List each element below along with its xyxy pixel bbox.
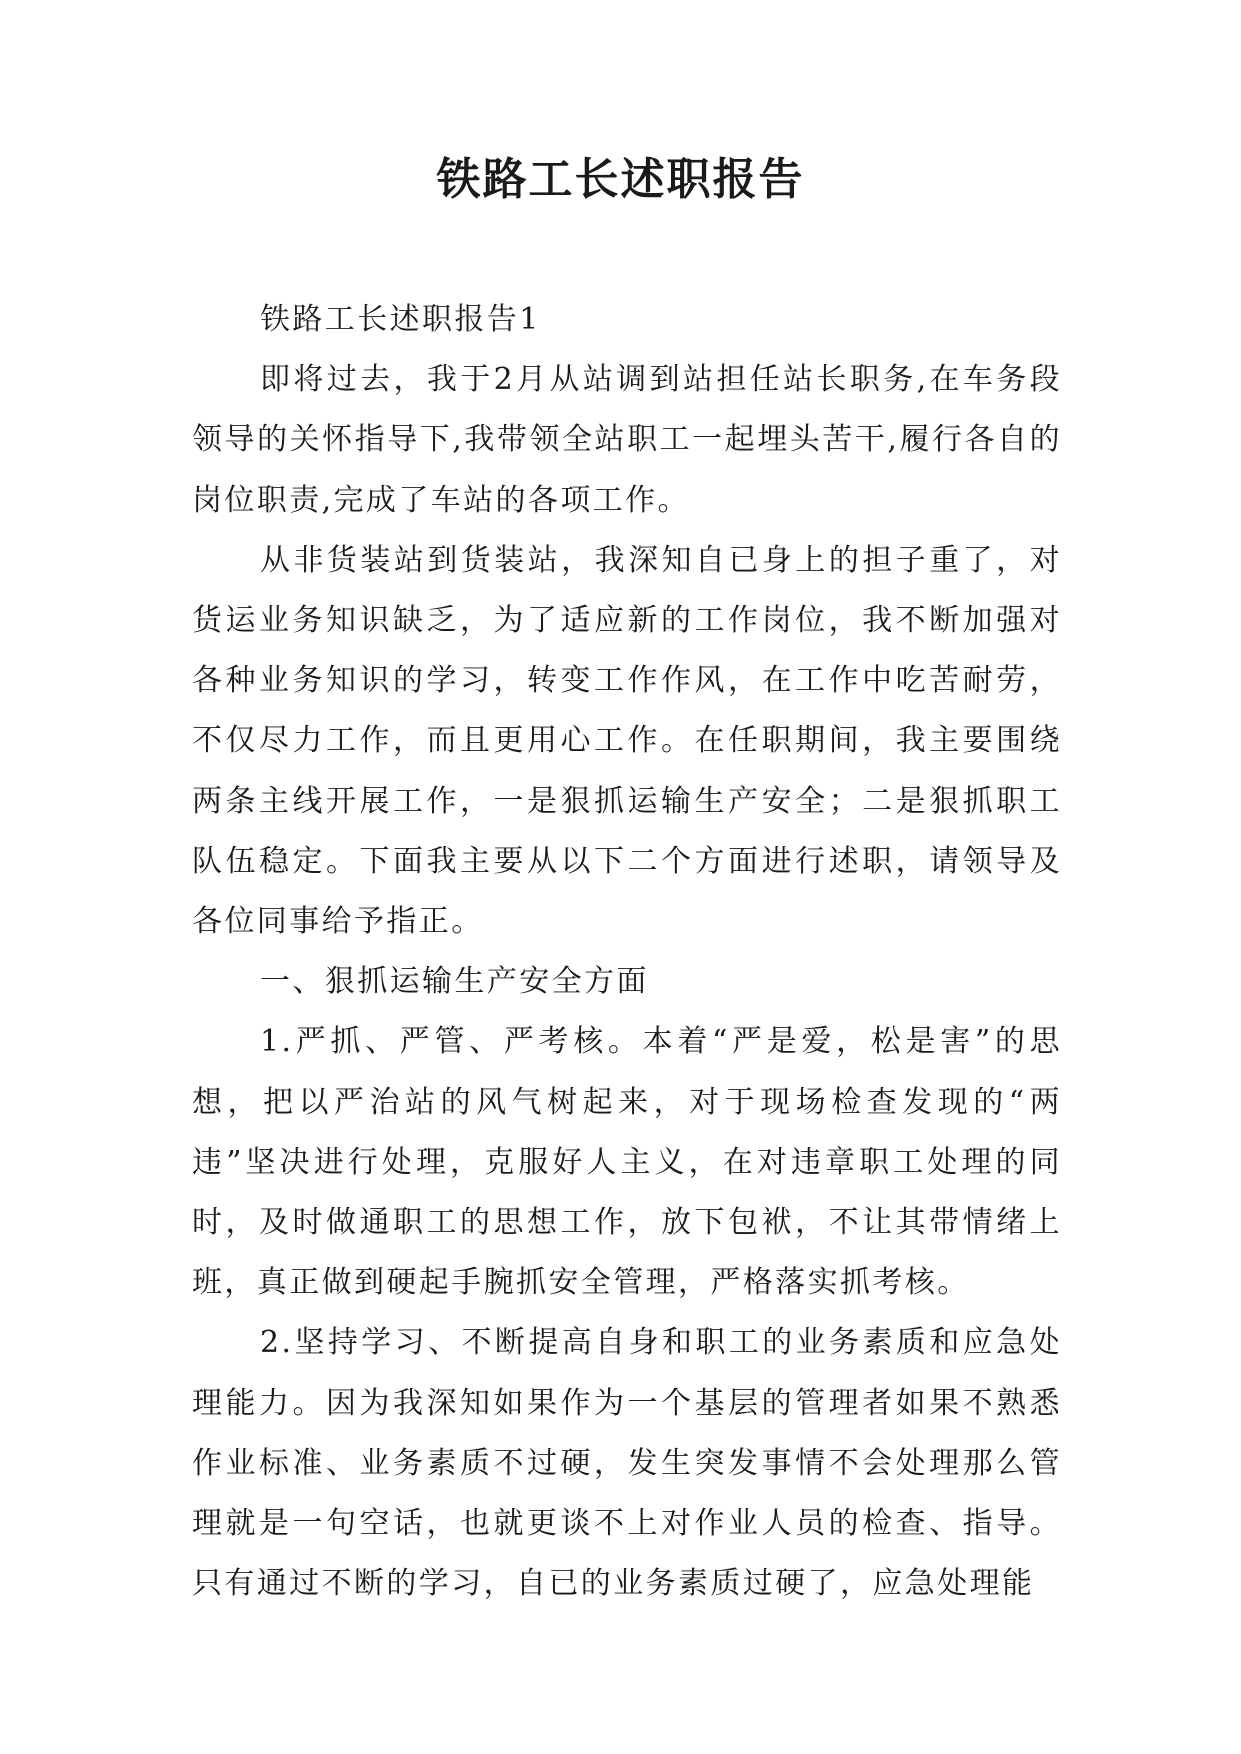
document-body [192, 290, 1062, 1614]
section-heading: 一、狠抓运输生产安全方面 [260, 964, 649, 1000]
paragraph: 1.严抓、严管、严考核。本着“严是爱，松是害”的思想，把以严治站的风气树起来，对于现场检查发现的“两违”坚决进行处理，克服好人主义，在对违章职工处理的同时，及时做通职工的思想工作，放下包袱，不让其带情绪上班，真正做到硬起手腕抓安全管理，严格落实抓考核。 [192, 1024, 1062, 1301]
paragraph-subtitle: 铁路工长述职报告1 [260, 302, 541, 337]
paragraph: 从非货装站到货装站，我深知自已身上的担子重了，对货运业务知识缺乏，为了适应新的工作岗位，我不断加强对各种业务知识的学习，转变工作作风，在工作中吃苦耐劳，不仅尽力工作，而且更用心工作。在任职期间，我主要围绕两条主线开展工作，一是狠抓运输生产安全；二是狠抓职工队伍稳定。下面我主要从以下二个方面进行述职，请领导及各位同事给予指正。 [192, 542, 1062, 940]
paragraph: 即将过去，我于2月从站调到站担任站长职务,在车务段领导的关怀指导下,我带领全站职工一起埋头苦干,履行各自的岗位职责,完成了车站的各项工作。 [192, 362, 1062, 518]
document-title: 铁路工长述职报告 [436, 154, 805, 205]
paragraph: 2.坚持学习、不断提高自身和职工的业务素质和应急处理能力。因为我深知如果作为一个基层的管理者如果不熟悉作业标准、业务素质不过硬，发生突发事情不会处理那么管理就是一句空话，也就更谈不上对作业人员的检查、指导。只有通过不断的学习，自已的业务素质过硬了，应急处理能 [192, 1325, 1062, 1602]
